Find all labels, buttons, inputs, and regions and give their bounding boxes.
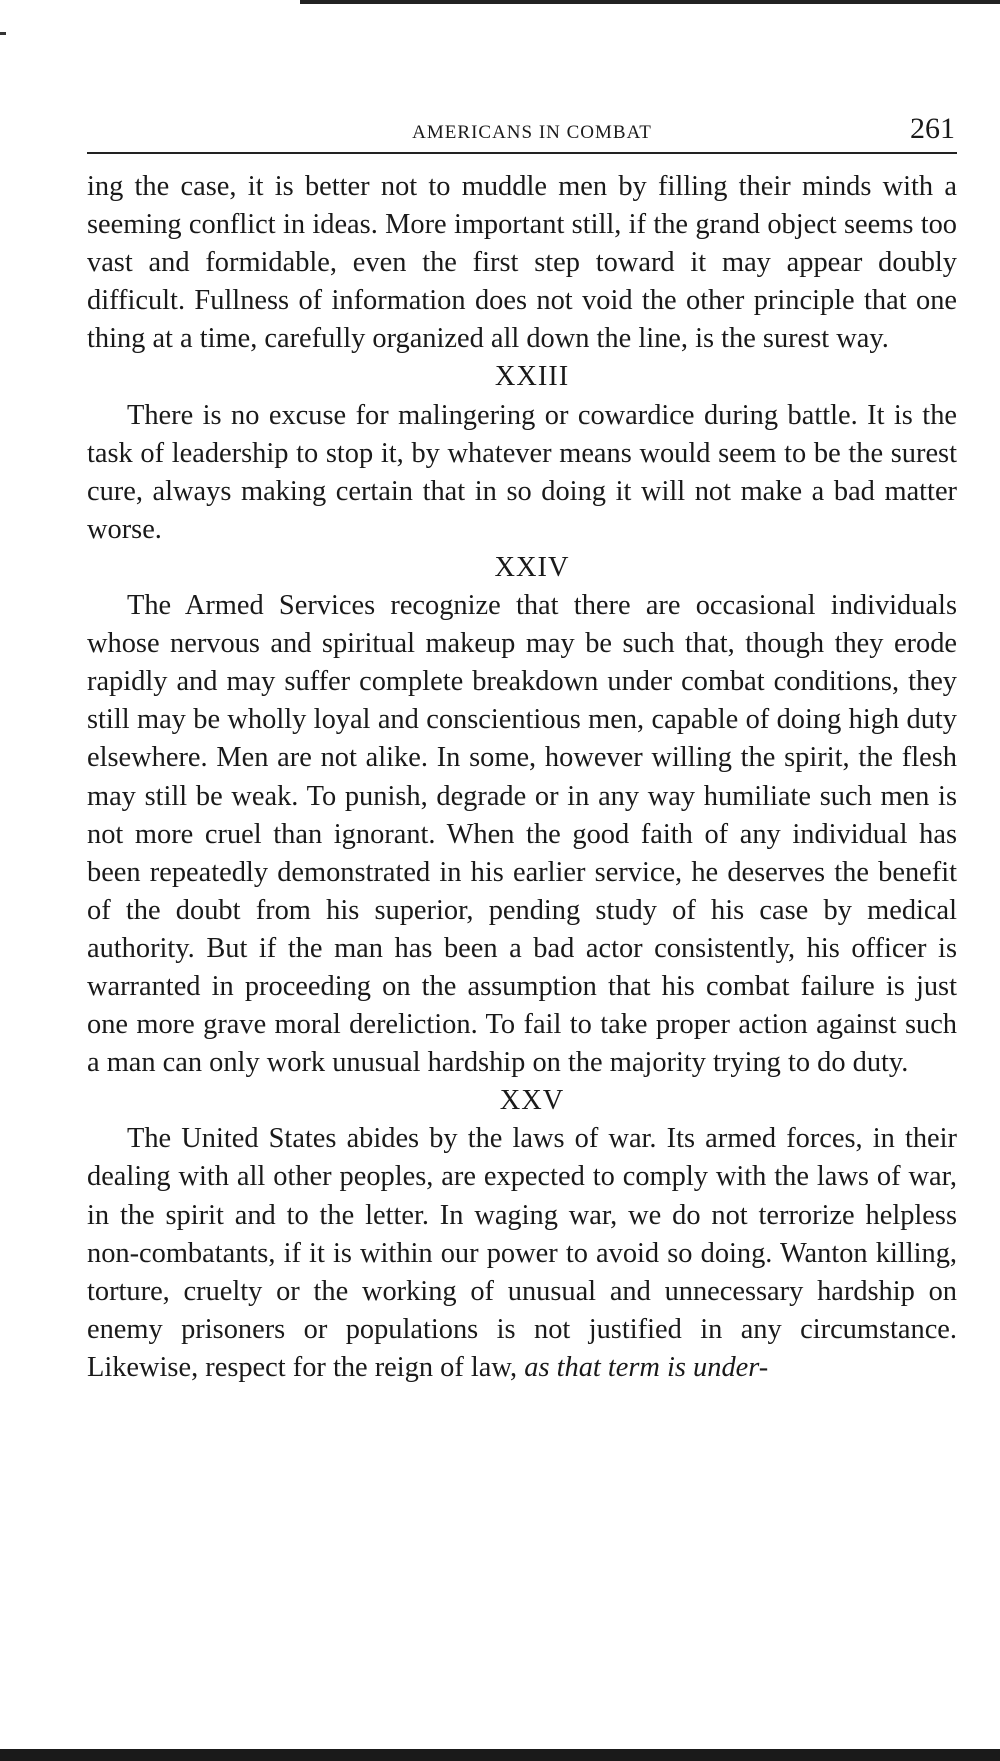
section-paragraph-xxiii: There is no excuse for malingering or cowardice during battle. It is the task of leadership to stop it, by whatever means would seem to be the surest cure, always making certain that in so doing it will not make a bad matter worse. [87, 399, 957, 545]
running-head: AMERICANS IN COMBAT [412, 122, 652, 143]
page-header [87, 112, 957, 154]
section-paragraph-xxv [87, 1120, 957, 1387]
section-heading-xxiv: XXIV [494, 551, 570, 583]
section-paragraph-xxv-italic: as that term is under- [524, 1351, 769, 1383]
top-edge-rule [300, 0, 1000, 4]
bottom-edge-rule [0, 1749, 1000, 1761]
section-heading-xxiii: XXIII [494, 361, 570, 393]
intro-paragraph: ing the case, it is better not to muddle men by filling their minds with a seeming conflict in ideas. More important still, if the grand object seems too vast and formidable, even the first step toward it may appear doubly difficult. Fullness of information does not void the other principle that one thing at a time, carefully organized all down the line, is the surest way. [87, 171, 957, 355]
section-heading-xxv: XXV [499, 1085, 565, 1117]
page-number: 261 [910, 112, 955, 145]
margin-mark [0, 32, 6, 35]
section-paragraph-xxiv: The Armed Services recognize that there are occasional individuals whose nervous and spiritual makeup may be such that, though they erode rapidly and may suffer complete breakdown under combat conditions, they still may be wholly loyal and conscientious men, capable of doing high duty elsewhere. Men are not alike. In some, however willing the spirit, the flesh may still be weak. To punish, degrade or in any way humiliate such men is not more cruel than ignorant. When the good faith of any individual has been repeatedly demonstrated in his earlier service, he deserves the benefit of the doubt from his superior, pending study of his case by medical authority. But if the man has been a bad actor consistently, his officer is warranted in proceeding on the assumption that his combat failure is just one more grave moral dereliction. To fail to take proper action against such a man can only work unusual hardship on the majority trying to do duty. [87, 590, 957, 1079]
section-paragraph-xxv-text: The United States abides by the laws of war. Its armed forces, in their dealing with all other peoples, are expected to comply with the laws of war, in the spirit and to the letter. In waging war, we do not terrorize helpless non-combatants, if it is within our power to avoid so doing. Wanton killing, torture, cruelty or the working of unusual and unnecessary hardship on enemy prisoners or populations is not justified in any circumstance. Likewise, respect for the reign of law, [87, 1123, 957, 1383]
page-body [87, 168, 957, 1387]
